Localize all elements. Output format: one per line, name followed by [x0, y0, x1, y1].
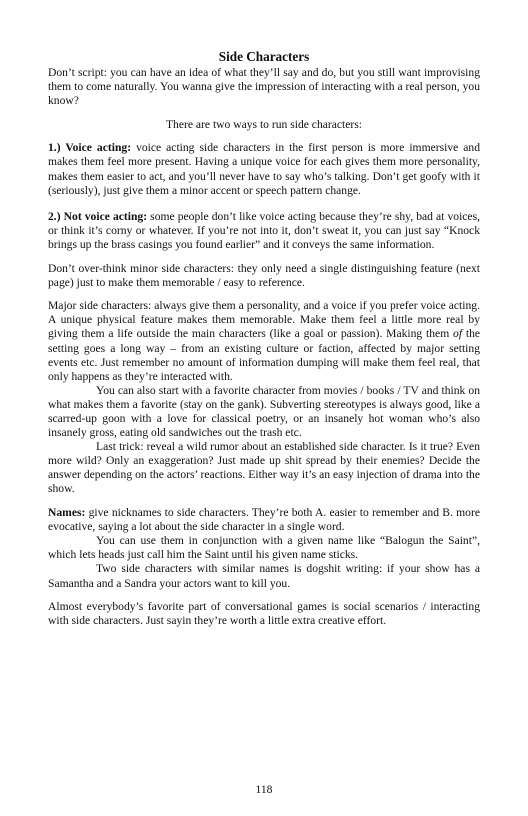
not-voice-acting-label: 2.) Not voice acting:: [48, 209, 148, 223]
page-number: 118: [255, 783, 273, 796]
major-text-1: Major side characters: always give them a personality, and a voice if you prefer voice acting. A unique physical feature makes them memorable. Make them feel a little more real by giving them a life outside the main characters (like a goal or passion). Making them: [48, 299, 480, 341]
names-label: Names:: [48, 506, 86, 520]
closing-paragraph: Almost everybody’s favorite part of conversational games is social scenarios / interacting with side characters. Just sayin they’re worth a little extra creative effort.: [48, 600, 480, 628]
favorite-character-paragraph: You can also start with a favorite character from movies / books / TV and think on what makes them a favorite (stay on the gank). Subverting stereotypes is always good, like a scarred-up goon with a love for classical poetry, or an insanely hot woman who’s also insanely gross, eating old sandwiches out the trash etc.: [48, 383, 480, 440]
last-trick-paragraph: Last trick: reveal a wild rumor about an established side character. Is it true? Even more wild? Only an exaggeration? Just made up shit spread by their enemies? Decide the answer depending on the actors’ reactions. Either way it’s an easy injection of drama into the show.: [48, 440, 480, 496]
voice-acting-text: voice acting side characters in the first person is more immersive and makes them feel more present. Having a unique voice for each gives them more personality, makes them easier to act, and you’ll never have to say who’s talking. Don’t get goofy with it (seriously), just give them a minor accent or speech pattern change.: [48, 141, 480, 197]
not-voice-acting-text: some people don’t like voice acting because they’re shy, bad at voices, or think it’s corny or whatever. If you’re not into it, don’t sweat it, you can just say “Knock brings up the brass casings you found earlier” and it conveys the same information.: [48, 209, 480, 251]
not-voice-acting-paragraph: [48, 210, 480, 252]
conjunction-paragraph: You can use them in conjunction with a given name like “Balogun the Saint”, which lets heads just call him the Saint until his given name sticks.: [48, 534, 480, 562]
similar-names-paragraph: Two side characters with similar names is dogshit writing: if your show has a Samantha and a Sandra your actors want to kill you.: [48, 562, 480, 590]
voice-acting-label: 1.) Voice acting:: [48, 141, 132, 155]
two-ways-line: There are two ways to run side characters:: [165, 117, 363, 131]
voice-acting-paragraph: [48, 141, 480, 197]
names-paragraph: [48, 506, 480, 534]
intro-paragraph: Don’t script: you can have an idea of what they’ll say and do, but you still want improvising them to come naturally. You wanna give the impression of interacting with a real person, you know?: [48, 66, 480, 108]
major-characters-paragraph: [48, 299, 480, 384]
major-emphasis: of: [453, 327, 463, 341]
page-title: Side Characters: [218, 49, 310, 64]
overthink-paragraph: Don’t over-think minor side characters: they only need a single distinguishing feature (next page) just to make them memorable / easy to reference.: [48, 261, 480, 289]
page-body: [48, 49, 480, 628]
major-text-2: the setting goes a long way – from an existing culture or faction, affected by major setting events etc. Just remember no amount of information dumping will make them feel real, that only happens as they’re interacted with.: [48, 327, 481, 383]
names-text: give nicknames to side characters. They’re both A. easier to remember and B. more evocative, saying a lot about the side character in a single word.: [48, 506, 480, 534]
